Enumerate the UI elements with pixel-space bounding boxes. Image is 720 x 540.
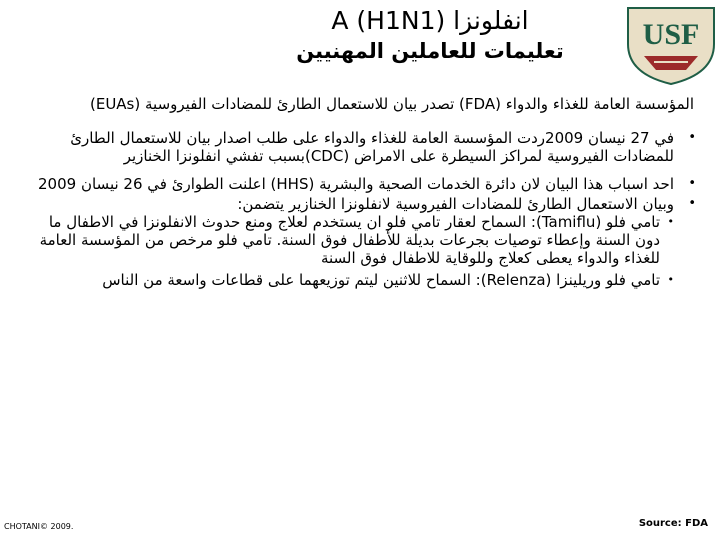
bullet-text: وبيان الاستعمال الطارئ للمضادات الفيروسية لانفلونزا الخنازير يتضمن: (237, 195, 674, 213)
bullet-item: • في 27 نيسان 2009ردت المؤسسة العامة للغذاء والدواء على طلب اصدار بيان للاستعمال الطارئ للمضادات الفيروسية لمراكز السيطرة على الامراض (CDC)بسبب تفشي انفلونزا الخنازير (20, 129, 674, 165)
source-footer: Source: FDA (638, 518, 708, 529)
bullet-list (20, 129, 700, 289)
bullet-item (20, 195, 674, 289)
sub-bullet-item: • تامي فلو (Tamiflu): السماح لعقار تامي فلو ان يستخدم لعلاج ومنع حدوث الانفلونزا في الاطفال ما دون السنة وإعطاء توصيات بجرعات بديلة للأطفال فوق السنة. تامي فلو مرخص من المؤسسة العامة للغذاء والدواء يعطى كعلاج وللوقاية للاطفال فوق السنة (20, 213, 674, 267)
copyright-footer: CHOTANI© 2009. (4, 522, 74, 531)
slide-content (20, 95, 700, 299)
university-logo (624, 4, 718, 86)
slide-subtitle: تعليمات للعاملين المهنيين (296, 39, 564, 63)
slide-title: انفلونزا A (H1N1) (331, 6, 529, 35)
intro-text: المؤسسة العامة للغذاء والدواء (FDA) تصدر بيان للاستعمال الطارئ للمضادات الفيروسية (EUAs) (89, 95, 694, 113)
sub-bullet-item: • تامي فلو وريلينزا (Relenza): السماح للاثنين ليتم توزيعهما على قطاعات واسعة من الناس (20, 271, 674, 289)
bullet-item: • احد اسباب هذا البيان لان دائرة الخدمات الصحية والبشرية (HHS) اعلنت الطوارئ في 26 نيسان 2009 (20, 175, 674, 193)
logo-text: USF (642, 18, 700, 51)
sub-bullet-list (20, 213, 674, 289)
